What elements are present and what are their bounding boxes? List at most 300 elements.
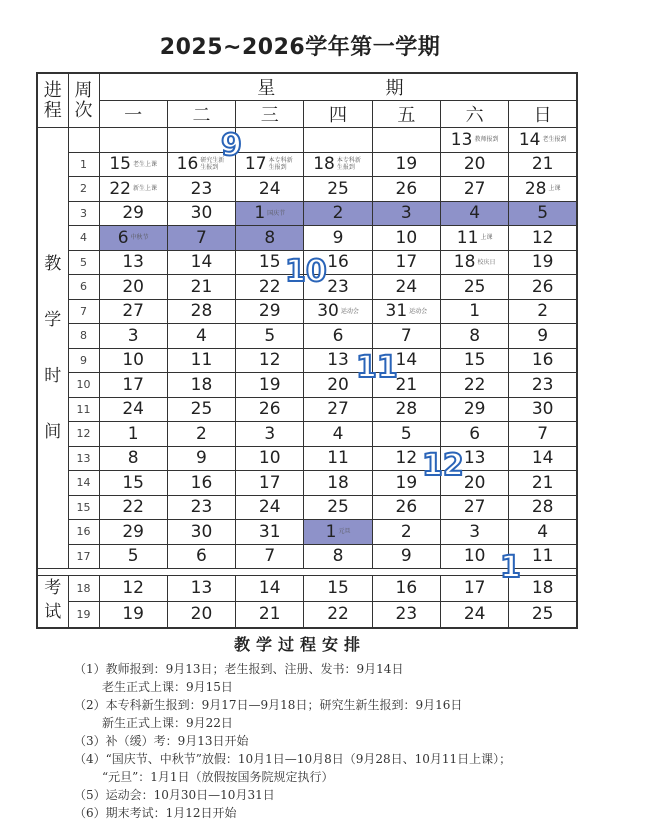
day-cell: [372, 324, 440, 349]
day-cell: [372, 576, 440, 602]
week-row: [37, 520, 577, 545]
day-number: 16: [190, 472, 213, 493]
day-number: 22: [463, 374, 486, 395]
week-number: 10: [68, 373, 99, 398]
day-number: 23: [190, 497, 213, 518]
day-cell: [509, 201, 577, 226]
day-note: 上课: [480, 234, 493, 242]
day-cell: [304, 601, 372, 628]
day-cell: [99, 177, 167, 202]
day-cell: [99, 446, 167, 471]
day-cell: [304, 576, 372, 602]
day-number: 4: [537, 521, 549, 542]
day-number: 14: [395, 350, 418, 371]
week-row: [37, 324, 577, 349]
day-number: 19: [122, 604, 144, 625]
day-note: 运动会: [409, 307, 428, 315]
week-row: [37, 422, 577, 447]
day-cell: [304, 299, 372, 324]
day-number: 17: [244, 154, 267, 175]
week-number: 16: [68, 520, 99, 545]
day-number: 22: [258, 276, 281, 297]
day-number: 11: [456, 227, 479, 248]
day-number: 29: [463, 399, 486, 420]
day-number: 17: [258, 472, 281, 493]
day-cell: [236, 324, 304, 349]
day-cell: [236, 128, 304, 153]
day-cell: [509, 471, 577, 496]
day-cell: [304, 544, 372, 569]
day-number: 9: [537, 325, 549, 346]
day-number: 27: [122, 301, 144, 322]
day-number: 20: [463, 154, 486, 175]
week-number: 17: [68, 544, 99, 569]
day-cell: [167, 201, 235, 226]
phase-teaching: [37, 128, 68, 569]
day-number: 13: [463, 448, 486, 469]
day-number: 17: [122, 374, 144, 395]
day-number: 6: [117, 227, 129, 248]
day-note: 中秋节: [130, 234, 149, 242]
day-cell: [167, 299, 235, 324]
day-number: 18: [313, 154, 335, 175]
note-line: （2）本专科新生报到：9月17日—9月18日；研究生新生报到：9月16日: [74, 698, 463, 712]
day-cell: [372, 495, 440, 520]
week-row: [37, 226, 577, 251]
day-number: 14: [518, 129, 541, 150]
month-marker-nov: 11: [356, 350, 398, 385]
week-row: [37, 373, 577, 398]
phase-label: 考试: [44, 578, 62, 622]
week-row: [37, 177, 577, 202]
day-number: 2: [537, 301, 549, 322]
month-marker-jan: 1: [500, 550, 521, 585]
day-number: 19: [395, 472, 418, 493]
week-row: [37, 299, 577, 324]
day-cell: [304, 201, 372, 226]
day-cell: [99, 520, 167, 545]
day-note: 教师报到: [474, 136, 499, 144]
week-number: 18: [68, 576, 99, 602]
week-number: 11: [68, 397, 99, 422]
day-number: 6: [469, 423, 481, 444]
weekday-group-header: [99, 73, 577, 101]
day-number: 12: [122, 578, 144, 599]
week-number: 13: [68, 446, 99, 471]
day-cell: [236, 201, 304, 226]
month-marker-dec: 12: [422, 448, 464, 483]
day-cell: [440, 177, 508, 202]
day-cell: [99, 275, 167, 300]
day-number: 22: [327, 604, 349, 625]
day-number: 5: [264, 325, 276, 346]
day-number: 26: [395, 178, 418, 199]
day-number: 7: [400, 325, 412, 346]
week-number: 7: [68, 299, 99, 324]
day-number: 21: [531, 472, 554, 493]
day-number: 20: [327, 374, 349, 395]
day-number: 8: [264, 227, 276, 248]
day-cell: [509, 520, 577, 545]
day-number: 16: [395, 578, 418, 599]
day-cell: [236, 471, 304, 496]
day-cell: [440, 152, 508, 177]
day-cell: [167, 601, 235, 628]
day-cell: [99, 601, 167, 628]
day-number: 23: [190, 178, 213, 199]
day-number: 29: [122, 521, 144, 542]
day-number: 22: [122, 497, 144, 518]
day-number: 28: [531, 497, 554, 518]
day-number: 18: [453, 252, 476, 273]
weekday-header: 五: [372, 101, 440, 128]
weekday-header: 三: [236, 101, 304, 128]
day-cell: [372, 226, 440, 251]
week-number: 3: [68, 201, 99, 226]
day-cell: [236, 520, 304, 545]
day-cell: [236, 544, 304, 569]
day-number: 8: [127, 448, 139, 469]
day-cell: [167, 324, 235, 349]
day-number: 23: [395, 604, 418, 625]
day-number: 18: [190, 374, 213, 395]
day-number: 1: [127, 423, 139, 444]
week-number: 5: [68, 250, 99, 275]
day-cell: [509, 177, 577, 202]
day-number: 14: [258, 578, 281, 599]
day-cell: [509, 250, 577, 275]
note-line: （5）运动会：10月30日—10月31日: [74, 788, 275, 802]
day-cell: [372, 397, 440, 422]
day-number: 24: [463, 604, 486, 625]
day-number: 25: [327, 497, 349, 518]
day-cell: [372, 299, 440, 324]
day-number: 24: [258, 178, 281, 199]
week-header: [68, 73, 99, 128]
day-number: 20: [122, 276, 144, 297]
month-marker-oct: 10: [285, 254, 327, 289]
day-cell: [167, 250, 235, 275]
day-number: 25: [327, 178, 349, 199]
day-number: 16: [327, 252, 349, 273]
note-line: （1）教师报到：9月13日；老生报到、注册、发书：9月14日: [74, 662, 404, 676]
day-number: 21: [531, 154, 554, 175]
day-cell: [167, 446, 235, 471]
day-cell: [236, 446, 304, 471]
day-number: 3: [469, 521, 481, 542]
day-number: 16: [176, 154, 199, 175]
day-number: 1: [325, 521, 337, 542]
day-number: 17: [395, 252, 418, 273]
calendar-table: [36, 72, 578, 629]
day-cell: [372, 201, 440, 226]
day-number: 15: [327, 578, 349, 599]
day-number: 16: [531, 350, 554, 371]
day-number: 31: [385, 301, 408, 322]
day-cell: [167, 520, 235, 545]
day-cell: [304, 520, 372, 545]
day-number: 14: [190, 252, 213, 273]
day-cell: [440, 397, 508, 422]
weekday-header: 日: [509, 101, 577, 128]
day-number: 19: [395, 154, 418, 175]
note-line: 老生正式上课：9月15日: [102, 680, 233, 694]
day-number: 14: [531, 448, 554, 469]
day-cell: [509, 495, 577, 520]
day-cell: [372, 544, 440, 569]
day-number: 3: [127, 325, 139, 346]
week-number: 9: [68, 348, 99, 373]
day-number: 15: [463, 350, 486, 371]
day-cell: [509, 152, 577, 177]
weekday-header: 四: [304, 101, 372, 128]
day-number: 12: [395, 448, 418, 469]
day-number: 27: [327, 399, 349, 420]
day-cell: [509, 601, 577, 628]
day-cell: [236, 495, 304, 520]
day-cell: [167, 275, 235, 300]
week-row: [37, 446, 577, 471]
day-cell: [304, 471, 372, 496]
day-number: 13: [327, 350, 349, 371]
divider-cell: [37, 569, 577, 576]
day-note: 老生上课: [132, 160, 157, 168]
day-cell: [236, 152, 304, 177]
day-cell: [509, 226, 577, 251]
week-number: [68, 128, 99, 153]
day-note: 校庆日: [477, 258, 496, 266]
day-cell: [304, 446, 372, 471]
day-cell: [304, 128, 372, 153]
day-cell: [440, 544, 508, 569]
day-cell: [509, 446, 577, 471]
day-number: 7: [537, 423, 549, 444]
day-number: 11: [190, 350, 213, 371]
day-number: 28: [395, 399, 418, 420]
day-number: 11: [531, 546, 554, 567]
day-number: 27: [463, 178, 486, 199]
day-cell: [304, 397, 372, 422]
week-row: [37, 201, 577, 226]
week-row: [37, 544, 577, 569]
day-number: 20: [190, 604, 213, 625]
day-note: 研究生新生报到: [200, 157, 225, 172]
day-cell: [509, 373, 577, 398]
day-number: 4: [332, 423, 344, 444]
day-cell: [167, 422, 235, 447]
day-number: 13: [190, 578, 213, 599]
day-number: 2: [400, 521, 412, 542]
day-cell: [440, 201, 508, 226]
day-cell: [236, 226, 304, 251]
day-cell: [440, 128, 508, 153]
week-row: [37, 152, 577, 177]
notes-list: [74, 660, 511, 822]
day-cell: [372, 275, 440, 300]
day-number: 19: [258, 374, 281, 395]
week-number: 6: [68, 275, 99, 300]
day-number: 8: [332, 546, 344, 567]
day-cell: [99, 495, 167, 520]
note-line: （6）期末考试：1月12日开始: [74, 806, 237, 820]
week-number: 12: [68, 422, 99, 447]
weekday-header: 六: [440, 101, 508, 128]
day-number: 1: [469, 301, 481, 322]
day-number: 28: [190, 301, 213, 322]
day-cell: [509, 299, 577, 324]
progress-header-text: 进程: [43, 79, 62, 121]
day-number: 1: [254, 203, 266, 224]
day-number: 17: [463, 578, 486, 599]
day-cell: [304, 324, 372, 349]
section-divider: [37, 569, 577, 576]
day-number: 9: [400, 546, 412, 567]
day-cell: [236, 576, 304, 602]
day-cell: [509, 397, 577, 422]
week-number: 1: [68, 152, 99, 177]
day-number: 26: [395, 497, 418, 518]
day-number: 9: [332, 227, 344, 248]
day-cell: [167, 495, 235, 520]
day-cell: [167, 348, 235, 373]
day-number: 7: [264, 546, 276, 567]
day-cell: [99, 397, 167, 422]
day-number: 30: [190, 203, 213, 224]
day-number: 27: [463, 497, 486, 518]
week-number: 15: [68, 495, 99, 520]
day-number: 13: [122, 252, 144, 273]
day-number: 25: [531, 604, 554, 625]
day-number: 26: [531, 276, 554, 297]
day-cell: [99, 128, 167, 153]
day-cell: [236, 397, 304, 422]
day-number: 31: [258, 521, 281, 542]
day-cell: [99, 324, 167, 349]
note-line: （3）补（缓）考：9月13日开始: [74, 734, 249, 748]
day-number: 24: [258, 497, 281, 518]
day-cell: [304, 422, 372, 447]
day-cell: [99, 152, 167, 177]
day-number: 23: [531, 374, 554, 395]
day-number: 5: [537, 203, 549, 224]
day-number: 23: [327, 276, 349, 297]
day-number: 18: [531, 578, 554, 599]
day-cell: [304, 495, 372, 520]
phase-exam: [37, 576, 68, 629]
day-cell: [236, 373, 304, 398]
day-number: 29: [122, 203, 144, 224]
day-number: 24: [395, 276, 418, 297]
day-number: 30: [190, 521, 213, 542]
page-title: 2025~2026学年第一学期: [159, 35, 441, 60]
week-row: [37, 128, 577, 153]
day-cell: [372, 422, 440, 447]
day-number: 10: [258, 448, 281, 469]
day-note: 本专科新生报到: [268, 157, 293, 172]
day-number: 22: [109, 178, 131, 199]
day-number: 7: [196, 227, 207, 248]
day-note: 运动会: [340, 307, 359, 315]
day-cell: [440, 226, 508, 251]
day-number: 12: [531, 227, 554, 248]
notes-title: 教学过程安排: [233, 635, 366, 654]
day-number: 4: [469, 203, 481, 224]
day-number: 11: [327, 448, 349, 469]
day-cell: [99, 250, 167, 275]
day-number: 26: [258, 399, 281, 420]
day-cell: [167, 471, 235, 496]
day-cell: [440, 601, 508, 628]
day-cell: [167, 226, 235, 251]
day-number: 5: [400, 423, 412, 444]
day-cell: [509, 422, 577, 447]
day-number: 10: [463, 546, 486, 567]
day-number: 21: [258, 604, 281, 625]
day-cell: [99, 373, 167, 398]
weekday-header: 一: [99, 101, 167, 128]
day-number: 13: [450, 129, 473, 150]
day-note: 元旦: [338, 528, 351, 536]
day-cell: [509, 128, 577, 153]
day-cell: [99, 226, 167, 251]
day-number: 15: [258, 252, 281, 273]
day-number: 30: [531, 399, 554, 420]
qi-label: 期: [385, 78, 404, 99]
day-cell: [440, 348, 508, 373]
day-number: 25: [190, 399, 213, 420]
day-cell: [167, 576, 235, 602]
day-number: 25: [463, 276, 486, 297]
week-row: [37, 495, 577, 520]
week-number: 4: [68, 226, 99, 251]
day-cell: [236, 348, 304, 373]
week-row: [37, 576, 577, 602]
day-cell: [304, 152, 372, 177]
day-cell: [167, 373, 235, 398]
week-number: 19: [68, 601, 99, 628]
day-cell: [509, 275, 577, 300]
day-cell: [167, 544, 235, 569]
day-cell: [372, 128, 440, 153]
day-cell: [440, 576, 508, 602]
day-number: 3: [264, 423, 276, 444]
note-line: “元旦”：1月1日（放假按国务院规定执行）: [102, 770, 334, 784]
week-number: 8: [68, 324, 99, 349]
day-number: 15: [109, 154, 131, 175]
day-cell: [440, 520, 508, 545]
week-number: 14: [68, 471, 99, 496]
day-cell: [440, 495, 508, 520]
day-note: 上课: [548, 185, 561, 193]
day-cell: [304, 226, 372, 251]
day-cell: [440, 373, 508, 398]
day-cell: [99, 576, 167, 602]
day-cell: [372, 177, 440, 202]
week-row: [37, 601, 577, 628]
day-cell: [99, 299, 167, 324]
phase-label: 教学时间: [44, 254, 62, 442]
week-row: [37, 471, 577, 496]
day-cell: [236, 601, 304, 628]
weekday-header: 二: [167, 101, 235, 128]
day-cell: [372, 250, 440, 275]
day-number: 20: [463, 472, 486, 493]
day-number: 5: [127, 546, 139, 567]
week-header-text: 周次: [74, 79, 93, 121]
day-number: 3: [400, 203, 412, 224]
day-cell: [99, 422, 167, 447]
day-cell: [509, 324, 577, 349]
